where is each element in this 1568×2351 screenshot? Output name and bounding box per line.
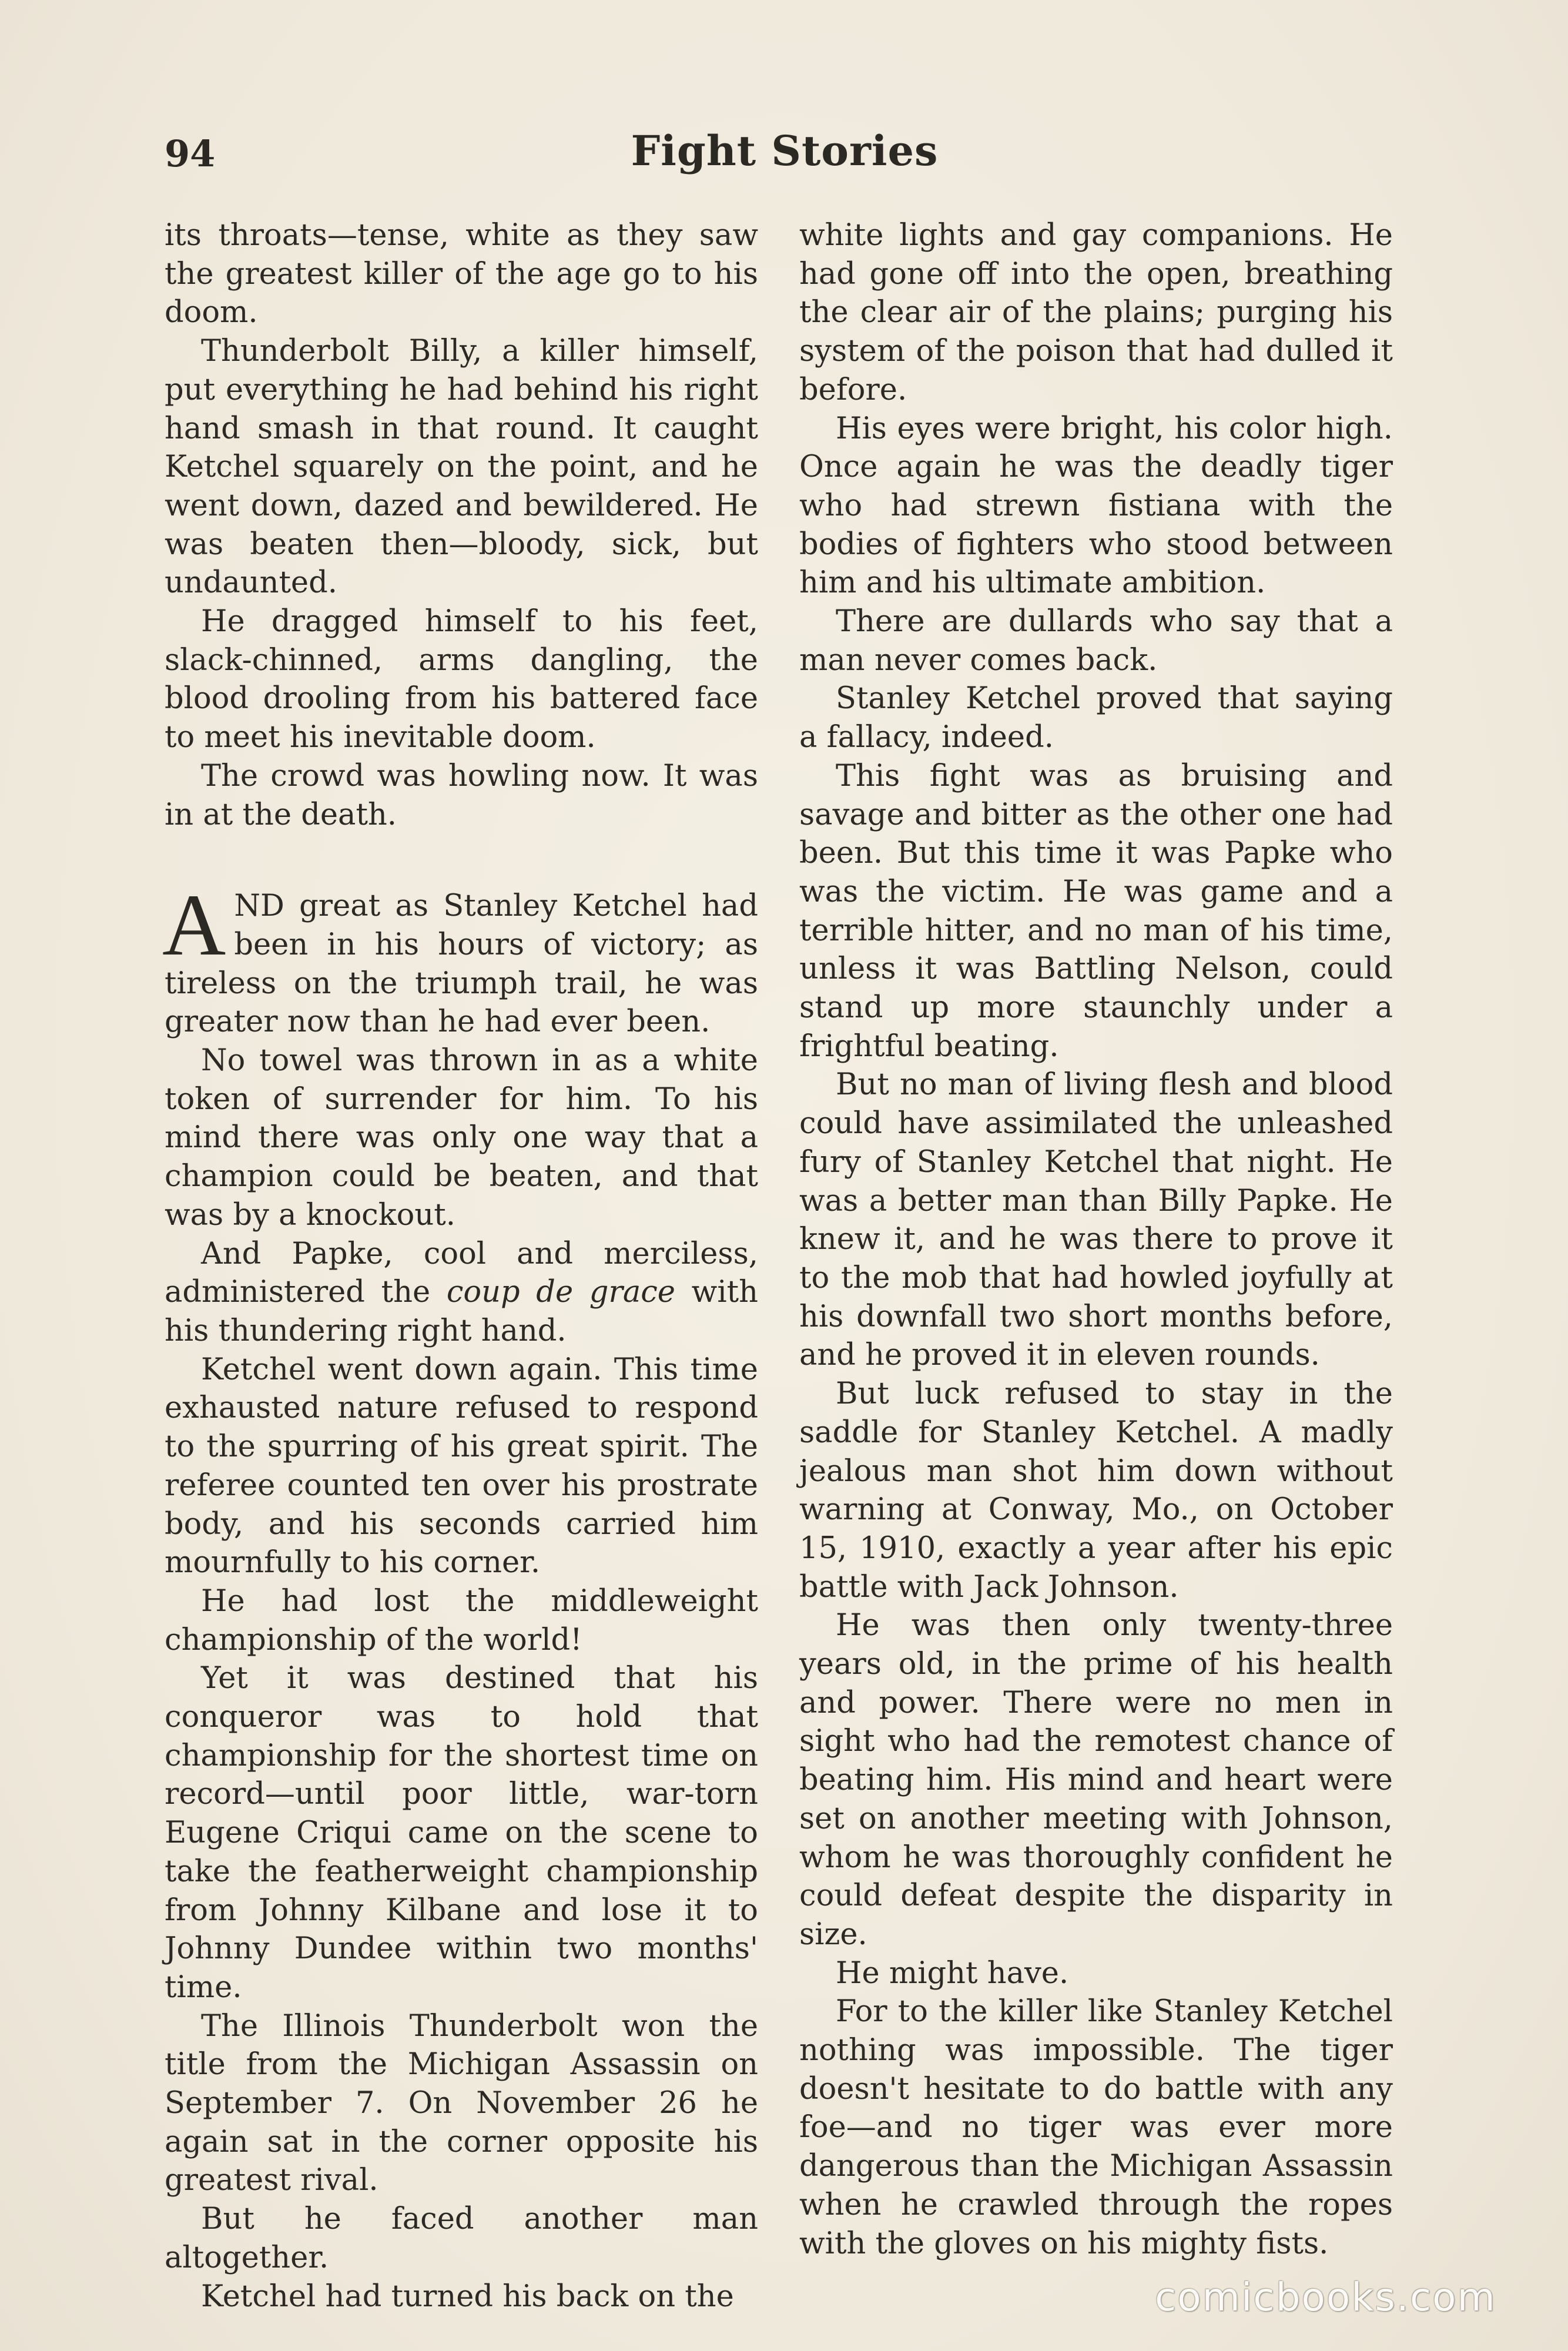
paragraph: This fight was as bruising and savage and bitter as the other one had been. But this time it was Papke who was the victim. He was game and a terrible hitter, and no man of his time, unless it was Battling Nelson, could stand up more staunchly under a frightful beating. bbox=[799, 758, 1393, 1064]
page-number: 94 bbox=[165, 132, 216, 175]
paragraph-text: ND great as Stanley Ketchel had been in his hours of victory; as tireless on the triumph trail, he was greater now than he had ever been. bbox=[165, 889, 758, 1040]
paragraph: His eyes were bright, his color high. Once again he was the deadly tiger who had strewn fistiana with the bodies of fighters who stood between him and his ultimate ambition. bbox=[799, 411, 1393, 601]
paragraph: For to the killer like Stanley Ketchel nothing was impossible. The tiger doesn't hesitate to do battle with any foe—and no tiger was ever more dangerous than the Michigan Assassin when he crawled through the ropes with the gloves on his mighty fists. bbox=[799, 1994, 1393, 2261]
running-title: Fight Stories bbox=[631, 126, 939, 175]
paragraph: He had lost the middleweight championship of the world! bbox=[165, 1583, 758, 1657]
paragraph bbox=[165, 1235, 758, 1351]
drop-cap: A bbox=[162, 876, 226, 974]
watermark: comicbooks.com bbox=[1155, 2275, 1496, 2320]
right-column bbox=[799, 216, 1393, 2263]
paragraph: The Illinois Thunderbolt won the title from the Michigan Assassin on September 7. On November 26 he again sat in the corner opposite his greatest rival. bbox=[165, 2008, 758, 2198]
paragraph: Stanley Ketchel proved that saying a fallacy, indeed. bbox=[799, 681, 1393, 755]
paragraph-text: And Papke, cool and merciless, administered the bbox=[165, 1236, 758, 1310]
paragraph: He might have. bbox=[836, 1955, 1069, 1991]
paragraph: He dragged himself to his feet, slack-chinned, arms dangling, the blood drooling from his battered face to meet his inevitable doom. bbox=[165, 604, 758, 755]
paragraph: Yet it was destined that his conqueror was to hold that championship for the shortest time on record—until poor little, war-torn Eugene Criqui came on the scene to take the featherweight championship from Johnny Kilbane and lose it to Johnny Dundee within two months' time. bbox=[165, 1661, 758, 2005]
paragraph: No towel was thrown in as a white token of surrender for him. To his mind there was only one way that a champion could be beaten, and that was by a knockout. bbox=[165, 1043, 758, 1233]
paragraph: But no man of living flesh and blood could have assimilated the unleashed fury of Stanley Ketchel that night. He was a better man than Billy Papke. He knew it, and he was there to prove it to the mob that had howled joyfully at his downfall two short months before, and he proved it in eleven rounds. bbox=[799, 1067, 1393, 1373]
paragraph: Ketchel had turned his back on the bbox=[201, 2279, 734, 2314]
section-opening-paragraph bbox=[162, 876, 758, 1041]
paragraph: But he faced another man altogether. bbox=[165, 2202, 758, 2275]
left-column bbox=[162, 216, 758, 2316]
paragraph: Thunderbolt Billy, a killer himself, put everything he had behind his right hand smash in that round. It caught Ketchel squarely on the point, and he went down, dazed and bewildered. He was beaten then—bloody, sick, but undaunted. bbox=[165, 334, 758, 601]
paragraph: There are dullards who say that a man never comes back. bbox=[799, 604, 1393, 678]
italic-phrase: coup de grace bbox=[446, 1275, 675, 1310]
paragraph-text: with his thundering right hand. bbox=[165, 1275, 758, 1348]
paragraph: Ketchel went down again. This time exhausted nature refused to respond to the spurring of his great spirit. The referee counted ten over his prostrate body, and his seconds carried him mournfully to his corner. bbox=[165, 1352, 758, 1580]
page-header bbox=[165, 120, 1405, 185]
paragraph: But luck refused to stay in the saddle for Stanley Ketchel. A madly jealous man shot him down without warning at Conway, Mo., on October 15, 1910, exactly a year after his epic battle with Jack Johnson. bbox=[799, 1377, 1393, 1605]
paragraph: its throats—tense, white as they saw the greatest killer of the age go to his doom. bbox=[165, 218, 758, 330]
paragraph: He was then only twenty-three years old, in the prime of his health and power. There were no men in sight who had the remotest chance of beating him. His mind and heart were set on another meeting with Johnson, whom he was thoroughly confident he could defeat despite the disparity in size. bbox=[799, 1608, 1393, 1952]
paragraph: The crowd was howling now. It was in at the death. bbox=[165, 758, 758, 832]
paragraph: white lights and gay companions. He had gone off into the open, breathing the clear air of the plains; purging his system of the poison that had dulled it before. bbox=[799, 218, 1393, 407]
